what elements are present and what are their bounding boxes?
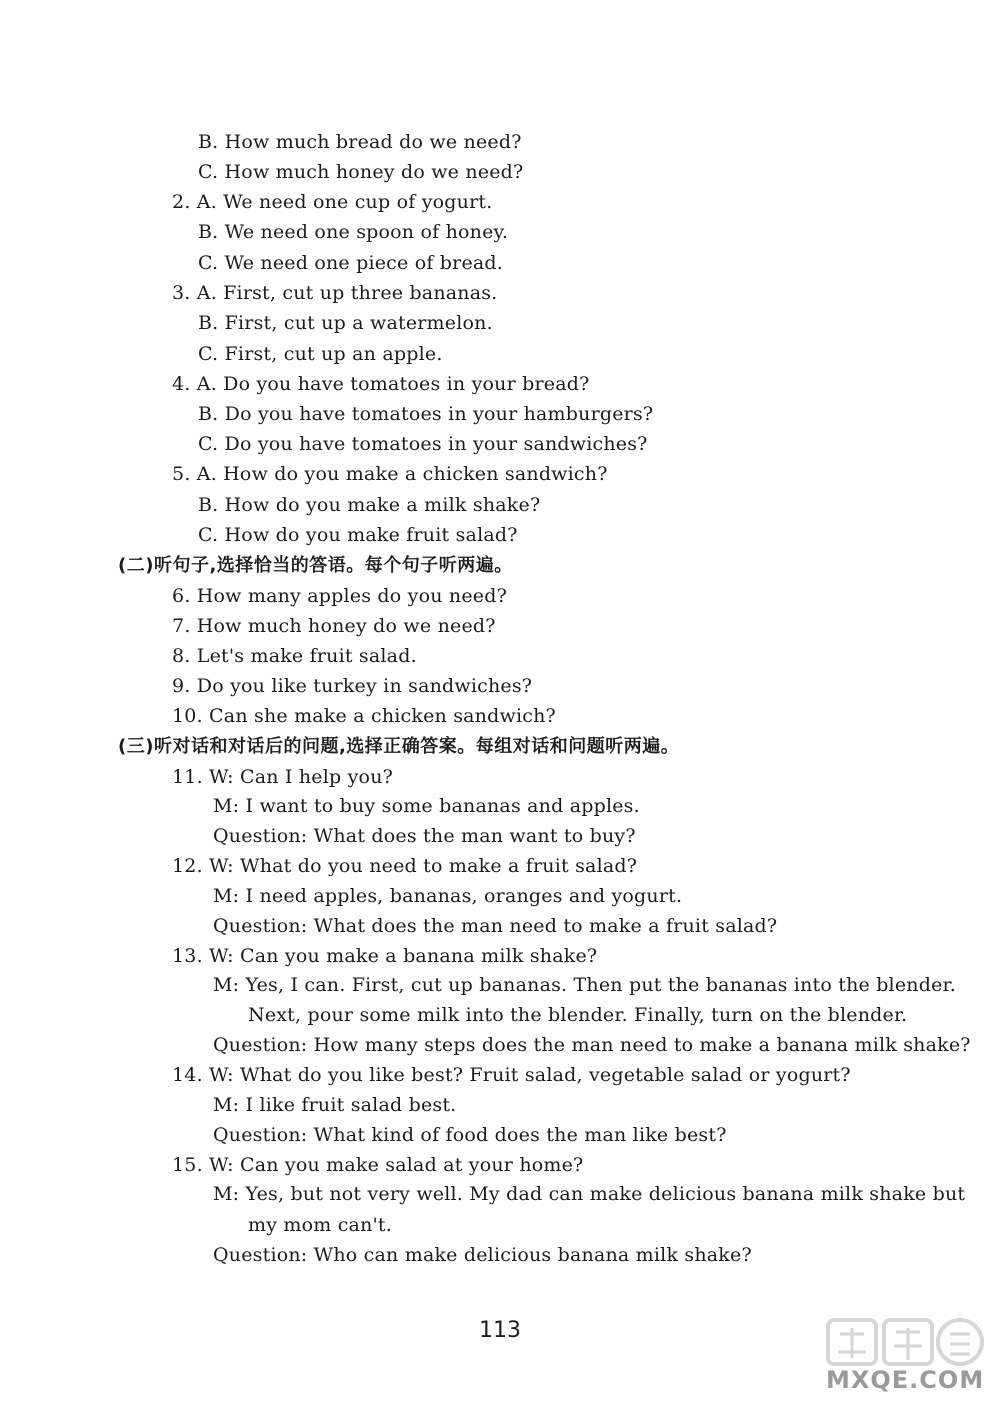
dialogue-11-m: M: I want to buy some bananas and apples. [213,795,640,817]
option-4c: C. Do you have tomatoes in your sandwiches? [198,433,648,455]
dialogue-11-question: Question: What does the man want to buy? [213,825,636,847]
dialogue-13-w: 13. W: Can you make a banana milk shake? [172,945,598,967]
page-number: 113 [479,1318,521,1343]
question-5a: 5. A. How do you make a chicken sandwich? [172,463,608,485]
dialogue-13-m: M: Yes, I can. First, cut up bananas. Then put the bananas into the blender. [213,974,956,996]
question-9: 9. Do you like turkey in sandwiches? [172,675,533,697]
question-4a: 4. A. Do you have tomatoes in your bread? [172,373,590,395]
section-2-heading: (二)听句子,选择恰当的答语。每个句子听两遍。 [118,555,513,576]
option-3b: B. First, cut up a watermelon. [198,312,493,334]
option-2c: C. We need one piece of bread. [198,252,504,274]
question-3a: 3. A. First, cut up three bananas. [172,282,498,304]
section-3-heading: (三)听对话和对话后的问题,选择正确答案。每组对话和问题听两遍。 [118,736,680,757]
dialogue-15-m-cont: my mom can't. [248,1214,393,1236]
dialogue-15-question: Question: Who can make delicious banana milk shake? [213,1244,752,1266]
question-6: 6. How many apples do you need? [172,585,507,607]
option-1c: C. How much honey do we need? [198,161,524,183]
dialogue-12-m: M: I need apples, bananas, oranges and yogurt. [213,885,683,907]
watermark-text: MXQE.COM [826,1366,985,1394]
dialogue-11-w: 11. W: Can I help you? [172,766,394,788]
dialogue-13-m-cont: Next, pour some milk into the blender. Finally, turn on the blender. [248,1004,908,1026]
dialogue-14-m: M: I like fruit salad best. [213,1094,457,1116]
dialogue-13-question: Question: How many steps does the man need to make a banana milk shake? [213,1034,971,1056]
option-5b: B. How do you make a milk shake? [198,494,541,516]
dialogue-14-question: Question: What kind of food does the man like best? [213,1124,727,1146]
option-2b: B. We need one spoon of honey. [198,221,509,243]
option-1b: B. How much bread do we need? [198,131,522,153]
dialogue-12-w: 12. W: What do you need to make a fruit salad? [172,855,638,877]
question-7: 7. How much honey do we need? [172,615,496,637]
option-5c: C. How do you make fruit salad? [198,524,518,546]
dialogue-15-w: 15. W: Can you make salad at your home? [172,1154,584,1176]
dialogue-14-w: 14. W: What do you like best? Fruit salad, vegetable salad or yogurt? [172,1064,851,1086]
question-10: 10. Can she make a chicken sandwich? [172,705,556,727]
dialogue-15-m: M: Yes, but not very well. My dad can make delicious banana milk shake but [213,1183,966,1205]
question-8: 8. Let's make fruit salad. [172,645,417,667]
option-4b: B. Do you have tomatoes in your hamburgers? [198,403,654,425]
option-3c: C. First, cut up an apple. [198,343,443,365]
dialogue-12-question: Question: What does the man need to make a fruit salad? [213,915,778,937]
question-2a: 2. A. We need one cup of yogurt. [172,191,493,213]
